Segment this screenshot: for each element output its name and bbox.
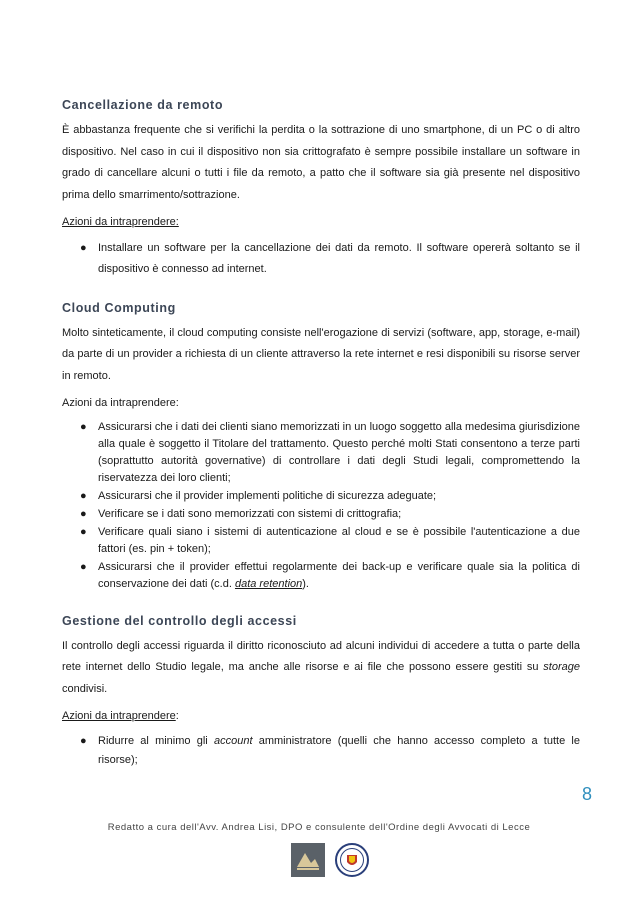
list-item: ● Assicurarsi che il provider implementi politiche di sicurezza adeguate; (72, 488, 580, 505)
bullet-icon: ● (80, 241, 87, 254)
storage-term: storage (543, 661, 580, 673)
footer-logos (291, 843, 371, 883)
footer-credit: Redatto a cura dell'Avv. Andrea Lisi, DPO e consulente dell'Ordine degli Avvocati di Lecce (107, 822, 531, 833)
studio-logo (291, 843, 325, 877)
paragraph-cancellazione: È abbastanza frequente che si verifichi la perdita o la sottrazione di uno smartphone, di un PC o di altro dispositivo. Nel caso in cui il dispositivo non sia crittografato è sempre possibile installare un software in grado di cancellare alcuni o tutti i file da remoto, a patto che il software sia già presente nel dispositivo prima dello smarrimento/sottrazione. (62, 124, 580, 201)
bullet-icon: ● (80, 560, 87, 573)
account-term: account (213, 734, 253, 747)
bullet-icon: ● (80, 734, 87, 747)
bullet-icon: ● (80, 420, 87, 433)
bullet-icon: ● (80, 507, 87, 520)
list-item: ● Verificare quali siano i sistemi di autenticazione al cloud e se è possibile l'autenticazione a due fattori (es. pin + token); (80, 525, 580, 555)
list-item: ● Assicurarsi che i dati dei clienti siano memorizzati in un luogo soggetto alla medesima giurisdizione alla quale è soggetto il Titolare del trattamento. Questo perché molti Stati consentono a terze parti (soprattutto autorità governative) di controllare i dati degli Studi legali, compromettendo la riservatezza dei loro clienti; (80, 420, 580, 484)
action-list (62, 238, 580, 281)
paragraph-cloud: Molto sinteticamente, il cloud computing consiste nell'erogazione di servizi (software, app, storage, e-mail) da parte di un provider a richiesta di un cliente attraverso la rete internet e resi disponibili su risorse server in remoto. (62, 326, 580, 382)
action-list (62, 419, 580, 593)
data-retention-term: data retention (234, 577, 303, 590)
heading-gestione-accessi: Gestione del controllo degli accessi (62, 613, 297, 628)
list-item: ● Ridurre al minimo gli account amministratore (quelli che hanno accesso completo a tutte le risorse); (72, 732, 580, 770)
actions-label: Azioni da intraprendere: (62, 710, 179, 722)
list-item: ● Verificare se i dati sono memorizzati con sistemi di crittografia; (72, 506, 580, 523)
list-item: ● Assicurarsi che il provider effettui regolarmente dei back-up e verificare quale sia la politica di conservazione dei dati (c.d. data retention). (80, 560, 580, 590)
ordine-avvocati-seal-logo (335, 843, 369, 877)
action-list (62, 732, 580, 770)
page-number: 8 (581, 784, 592, 804)
list-item: ● Installare un software per la cancellazione dei dati da remoto. Il software opererà soltanto se il dispositivo è connesso ad internet. (72, 238, 580, 281)
bullet-icon: ● (80, 525, 87, 538)
actions-label: Azioni da intraprendere: (62, 216, 179, 228)
document-body (62, 98, 580, 771)
actions-label: Azioni da intraprendere: (62, 397, 179, 409)
bullet-icon: ● (80, 489, 87, 502)
paragraph-accessi: Il controllo degli accessi riguarda il diritto riconosciuto ad alcuni individui di accedere a tutta o parte della rete internet dello Studio legale, ma anche alle risorse e ai file che possono essere gestiti su storage condivisi. (62, 639, 580, 695)
heading-cancellazione: Cancellazione da remoto (62, 98, 224, 112)
heading-cloud-computing: Cloud Computing (62, 300, 176, 315)
